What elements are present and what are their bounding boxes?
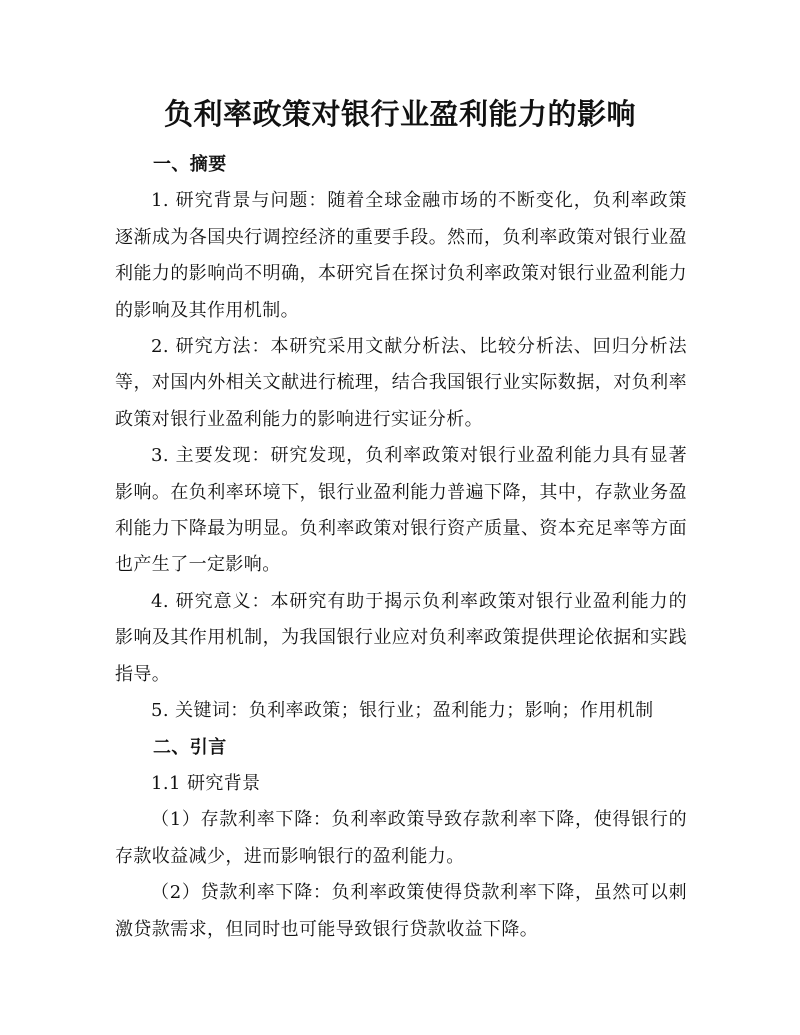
document-body bbox=[115, 147, 687, 948]
section-heading-abstract: 一、摘要 bbox=[153, 154, 227, 175]
intro-paragraph-loan-rate: （2）贷款利率下降：负利率政策使得贷款利率下降，虽然可以刺激贷款需求，但同时也可能导致银行贷款收益下降。 bbox=[115, 882, 687, 940]
section-heading-introduction: 二、引言 bbox=[153, 736, 227, 758]
document-title: 负利率政策对银行业盈利能力的影响 bbox=[163, 97, 636, 131]
abstract-paragraph-keywords: 5. 关键词：负利率政策；银行业；盈利能力；影响；作用机制 bbox=[151, 700, 654, 722]
abstract-paragraph-findings: 3. 主要发现：研究发现，负利率政策对银行业盈利能力具有显著影响。在负利率环境下，银行业盈利能力普遍下降，其中，存款业务盈利能力下降最为明显。负利率政策对银行资产质量、资本充足率等方面也产生了一定影响。 bbox=[115, 445, 687, 576]
intro-paragraph-deposit-rate: （1）存款利率下降：负利率政策导致存款利率下降，使得银行的存款收益减少，进而影响银行的盈利能力。 bbox=[115, 809, 687, 867]
abstract-paragraph-background: 1. 研究背景与问题：随着全球金融市场的不断变化，负利率政策逐渐成为各国央行调控经济的重要手段。然而，负利率政策对银行业盈利能力的影响尚不明确，本研究旨在探讨负利率政策对银行业盈利能力的影响及其作用机制。 bbox=[115, 190, 687, 321]
abstract-paragraph-methods: 2. 研究方法：本研究采用文献分析法、比较分析法、回归分析法等，对国内外相关文献进行梳理，结合我国银行业实际数据，对负利率政策对银行业盈利能力的影响进行实证分析。 bbox=[115, 336, 687, 430]
abstract-paragraph-significance: 4. 研究意义：本研究有助于揭示负利率政策对银行业盈利能力的影响及其作用机制，为我国银行业应对负利率政策提供理论依据和实践指导。 bbox=[115, 590, 687, 685]
subsection-heading-background: 1.1 研究背景 bbox=[151, 772, 261, 794]
